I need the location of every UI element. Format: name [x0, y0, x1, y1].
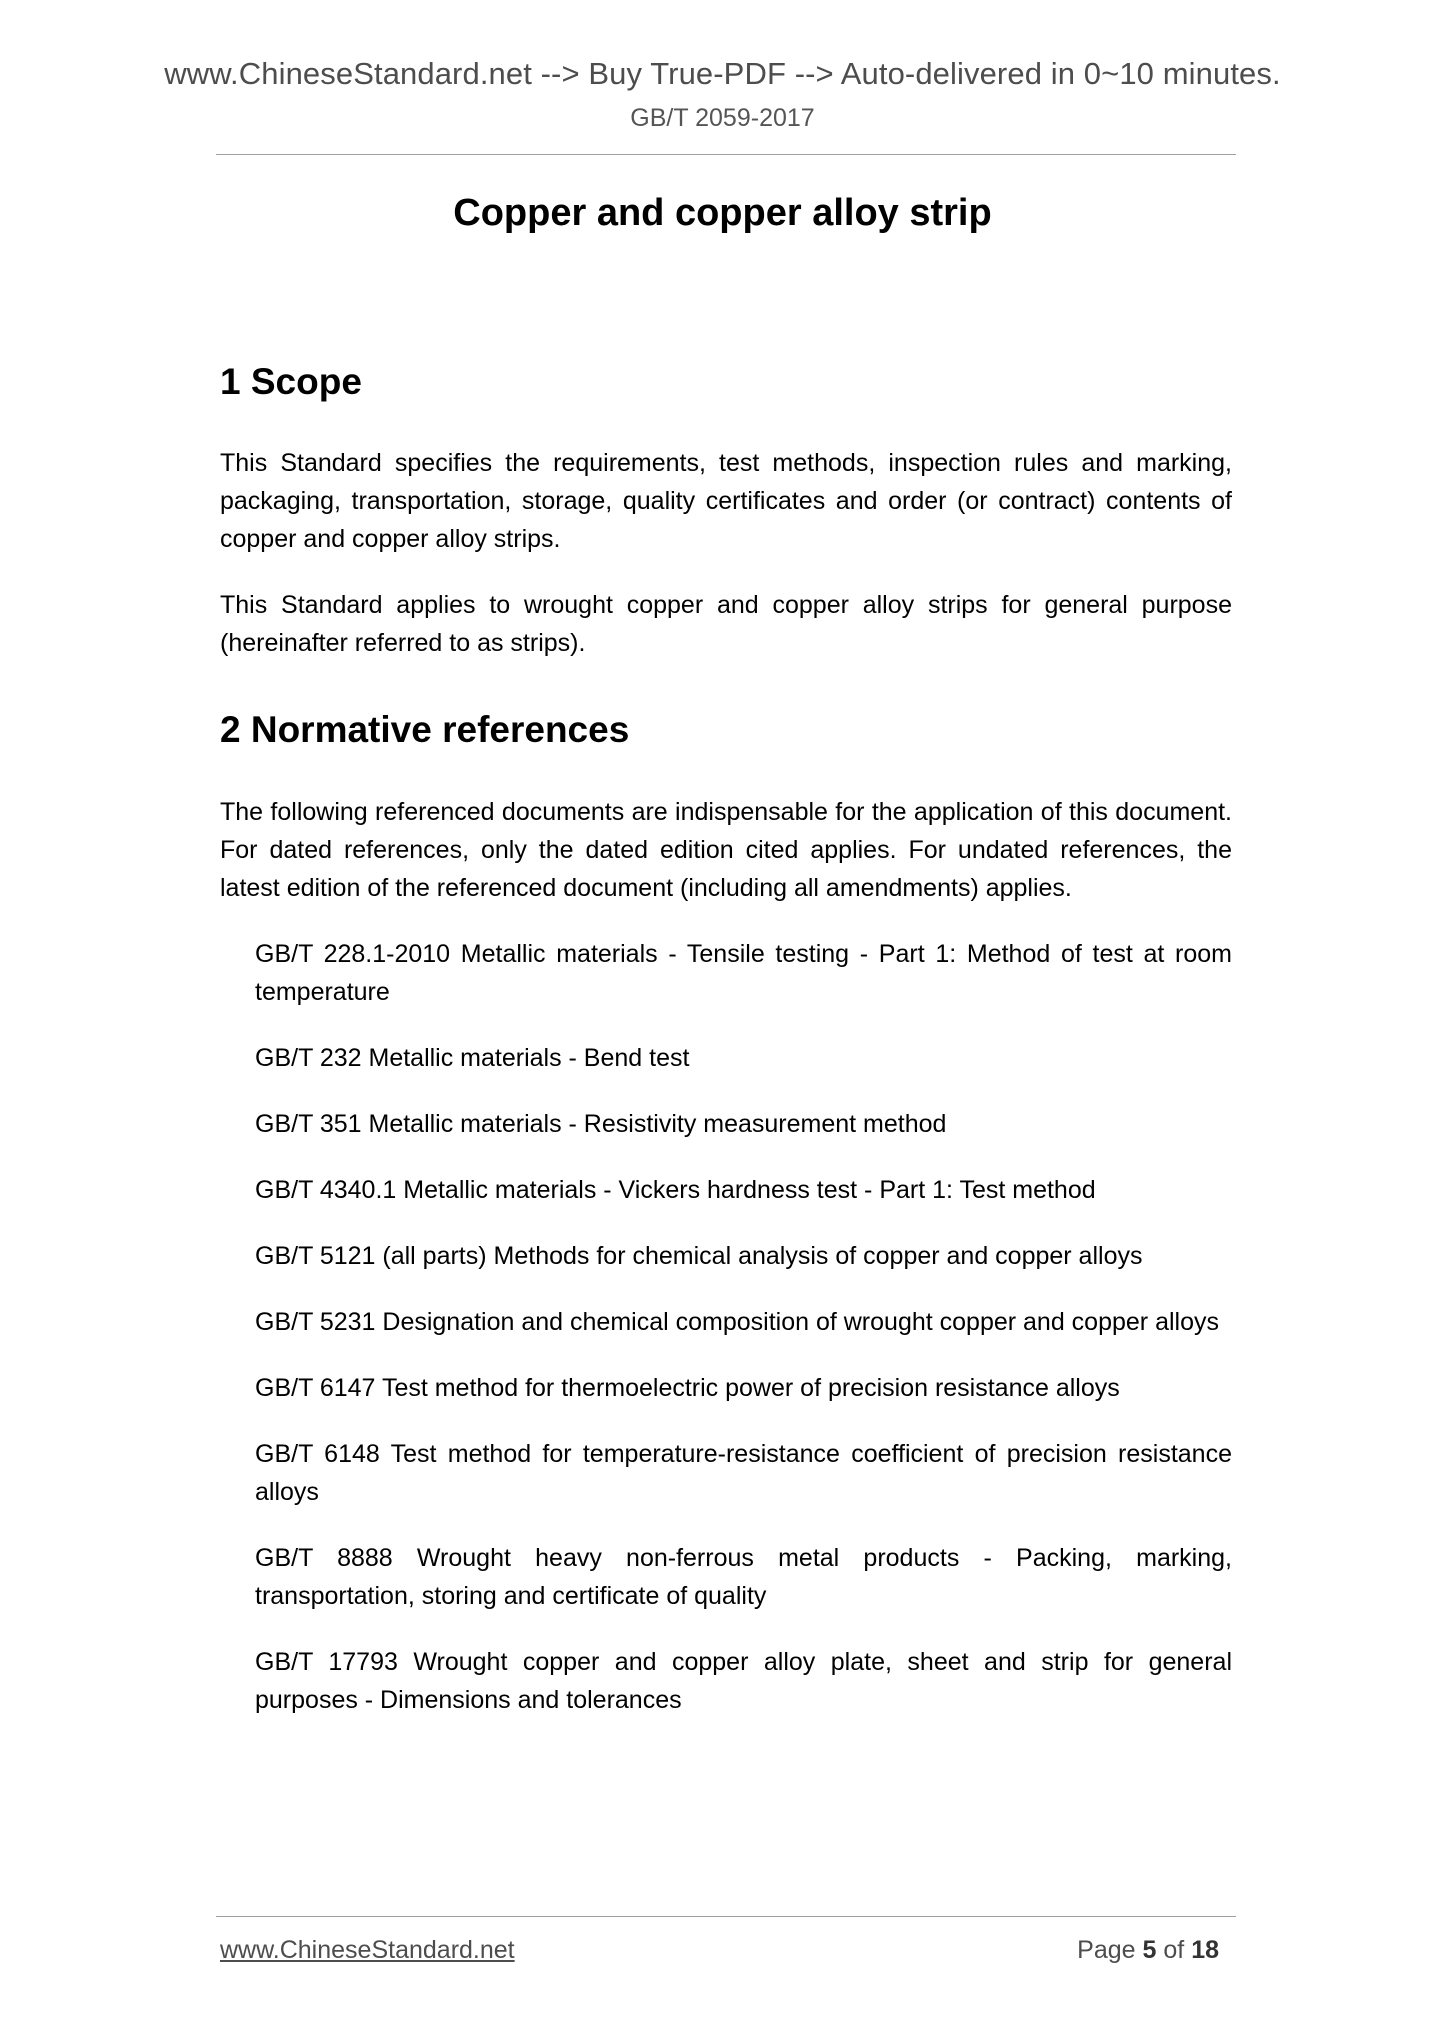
reference-item: GB/T 8888 Wrought heavy non-ferrous metal products - Packing, marking, transportation, storing and certificate of quality — [255, 1543, 1232, 1610]
reference-item: GB/T 6148 Test method for temperature-resistance coefficient of precision resistance alloys — [255, 1439, 1232, 1506]
document-title: Copper and copper alloy strip — [453, 192, 992, 234]
reference-list — [220, 935, 1232, 1719]
reference-item: GB/T 232 Metallic materials - Bend test — [255, 1043, 690, 1072]
header-standard-code: GB/T 2059-2017 — [630, 104, 815, 132]
reference-item: GB/T 228.1-2010 Metallic materials - Tensile testing - Part 1: Method of test at room temperature — [255, 939, 1232, 1006]
header-banner[interactable]: www.ChineseStandard.net --> Buy True-PDF --> Auto-delivered in 0~10 minutes. — [164, 56, 1281, 91]
page-label: Page — [1077, 1936, 1136, 1964]
references-intro-paragraph: The following referenced documents are indispensable for the application of this document. For dated references, only the dated edition cited applies. For undated references, the latest edition of the referenced document (including all amendments) applies. — [220, 797, 1232, 902]
section-heading-scope: 1 Scope — [220, 361, 362, 402]
scope-paragraph: This Standard applies to wrought copper and copper alloy strips for general purpose (hereinafter referred to as strips). — [220, 591, 1232, 658]
reference-item: GB/T 5121 (all parts) Methods for chemical analysis of copper and copper alloys — [255, 1241, 1143, 1270]
header-divider — [216, 154, 1236, 155]
section-heading-normative-references: 2 Normative references — [220, 709, 630, 751]
reference-item: GB/T 351 Metallic materials - Resistivity measurement method — [255, 1109, 947, 1138]
reference-item: GB/T 6147 Test method for thermoelectric power of precision resistance alloys — [255, 1373, 1120, 1402]
reference-item: GB/T 17793 Wrought copper and copper alloy plate, sheet and strip for general purposes - Dimensions and tolerances — [255, 1647, 1232, 1714]
page-number — [1077, 1936, 1219, 1965]
current-page-number: 5 — [1142, 1936, 1157, 1964]
total-page-count: 18 — [1191, 1936, 1219, 1964]
footer-divider — [216, 1916, 1236, 1917]
reference-item: GB/T 4340.1 Metallic materials - Vickers hardness test - Part 1: Test method — [255, 1175, 1096, 1204]
footer-website-link[interactable]: www.ChineseStandard.net — [220, 1936, 515, 1964]
document-body — [220, 360, 1232, 1719]
scope-paragraph: This Standard specifies the requirements, test methods, inspection rules and marking, packaging, transportation, storage, quality certificates and order (or contract) contents of copper and copper alloy strips. — [220, 449, 1232, 554]
page-of-label: of — [1163, 1936, 1185, 1964]
reference-item: GB/T 5231 Designation and chemical composition of wrought copper and copper alloys — [255, 1307, 1219, 1336]
